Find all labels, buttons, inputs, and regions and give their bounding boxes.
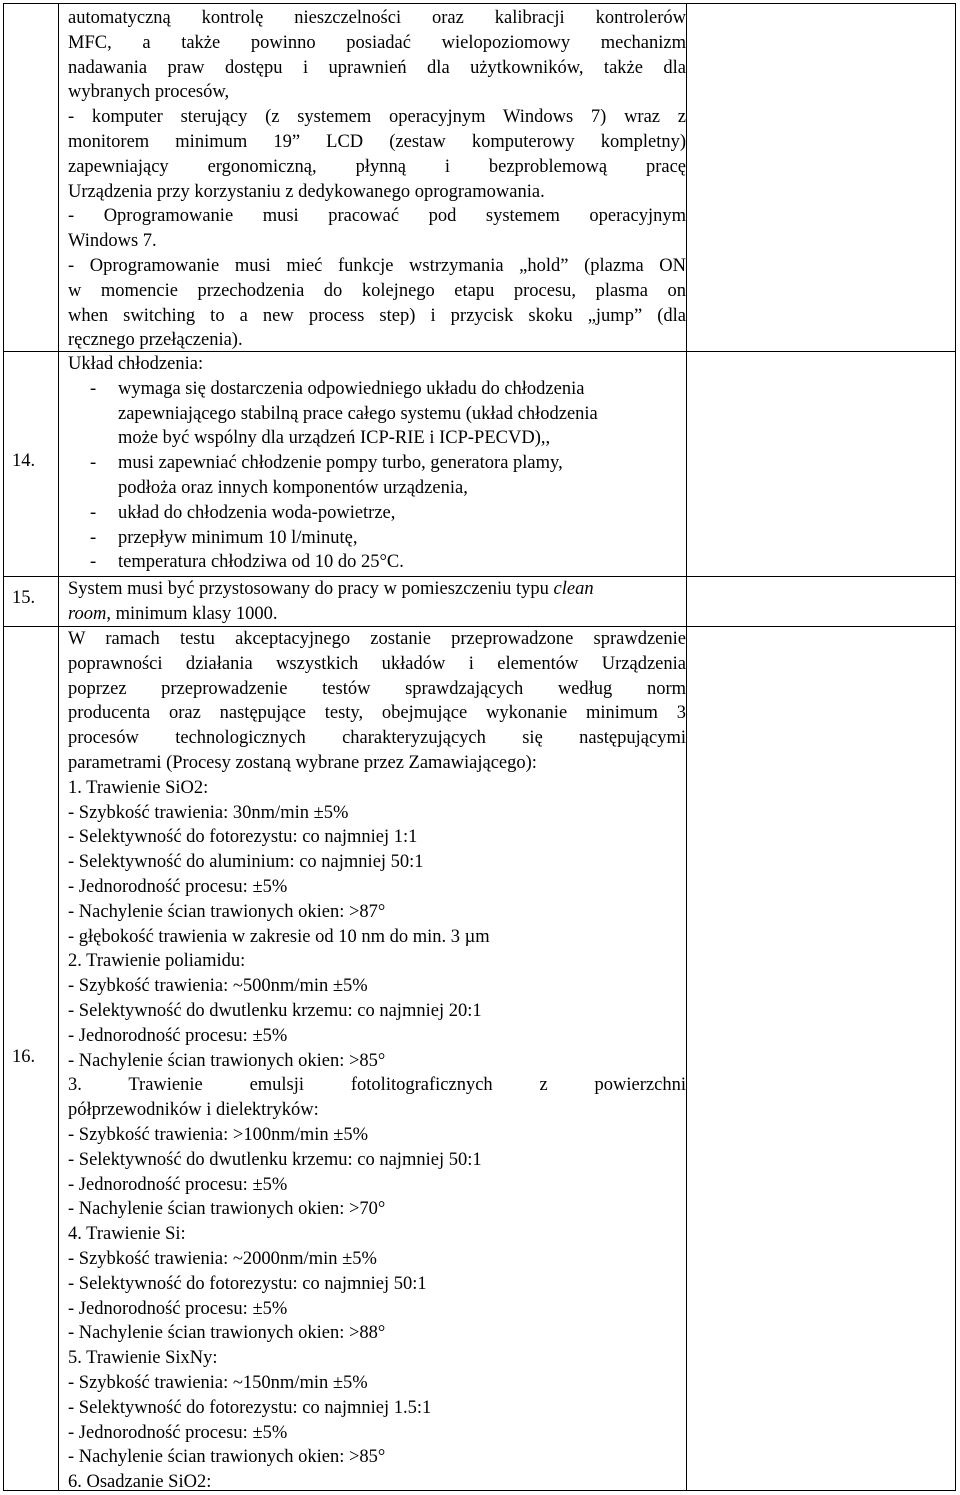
table-divider-notes <box>686 4 687 1490</box>
list-item: - wymaga się dostarczenia odpowiedniego układu do chłodzenia <box>68 377 686 402</box>
text-line: ręcznego przełączenia). <box>68 330 243 351</box>
text-line: producenta oraz następujące testy, obejmujące wykonanie minimum 3 <box>68 703 686 724</box>
text-line: - Szybkość trawienia: ~2000nm/min ±5% <box>68 1248 377 1269</box>
text-line: - Nachylenie ścian trawionych okien: >87° <box>68 901 386 922</box>
text-line: - Selektywność do dwutlenku krzemu: co najmniej 50:1 <box>68 1149 482 1170</box>
text-line: zapewniający ergonomiczną, płynną i bezproblemową pracę <box>68 156 686 177</box>
text-line: - Szybkość trawienia: >100nm/min ±5% <box>68 1124 369 1145</box>
text-line: - Selektywność do fotorezystu: co najmniej 1:1 <box>68 827 418 848</box>
list-item: - temperatura chłodziwa od 10 do 25°C. <box>68 550 686 575</box>
italic-term: room <box>68 603 107 624</box>
text-line: poprawności działania wszystkich układów i elementów Urządzenia <box>68 653 686 674</box>
text-line: 2. Trawienie poliamidu: <box>68 951 246 972</box>
text-line: when switching to a new process step) i przycisk skoku „jump” (dla <box>68 305 686 326</box>
text-line: - Szybkość trawienia: 30nm/min ±5% <box>68 802 349 823</box>
text-line: - Szybkość trawienia: ~500nm/min ±5% <box>68 976 368 997</box>
text-line: Windows 7. <box>68 231 157 252</box>
table-border-right <box>955 4 956 1490</box>
bullet-dash: - <box>90 502 97 523</box>
text-line: MFC, a także powinno posiadać wielopoziomowy mechanizm <box>68 32 686 53</box>
list-item-continuation: podłoża oraz innych komponentów urządzenia, <box>118 477 468 498</box>
row-continuation-text <box>68 6 686 353</box>
text-line: - Oprogramowanie musi pracować pod systemem operacyjnym <box>68 206 686 227</box>
text-line: - Oprogramowanie musi mieć funkcje wstrzymania „hold” (plazma ON <box>68 255 686 276</box>
text-line: 5. Trawienie SixNy: <box>68 1348 218 1369</box>
bullet-dash: - <box>90 552 97 573</box>
text-line: room, minimum klasy 1000. <box>68 603 278 624</box>
bullet-dash: - <box>90 378 97 399</box>
text-line: monitorem minimum 19” LCD (zestaw komputerowy kompletny) <box>68 131 686 152</box>
text-line: - Nachylenie ścian trawionych okien: >70° <box>68 1199 386 1220</box>
text-line: - Nachylenie ścian trawionych okien: >85° <box>68 1447 386 1468</box>
text-line: - Selektywność do aluminium: co najmniej 50:1 <box>68 852 424 873</box>
table-border-left <box>3 4 4 1490</box>
text-line: w momencie przechodzenia do kolejnego etapu procesu, plasma on <box>68 280 686 301</box>
text-line: - Szybkość trawienia: ~150nm/min ±5% <box>68 1372 368 1393</box>
text-line: automatyczną kontrolę nieszczelności oraz kalibracji kontrolerów <box>68 8 686 28</box>
text-line: - Jednorodność procesu: ±5% <box>68 1298 288 1319</box>
list-item-continuation: zapewniającego stabilną prace całego systemu (układ chłodzenia <box>118 403 598 424</box>
text-line: Urządzenia przy korzystaniu z dedykowanego oprogramowania. <box>68 181 545 202</box>
text-line: 3. Trawienie emulsji fotolitograficznych z powierzchni <box>68 1075 686 1096</box>
text-line: 6. Osadzanie SiO2: <box>68 1472 212 1493</box>
text-line: - głębokość trawienia w zakresie od 10 nm do min. 3 µm <box>68 926 490 947</box>
text-line: półprzewodników i dielektryków: <box>68 1100 319 1121</box>
text-line: wybranych procesów, <box>68 82 230 103</box>
text-line: - Selektywność do fotorezystu: co najmniej 50:1 <box>68 1273 427 1294</box>
list-item: - musi zapewniać chłodzenie pompy turbo, generatora plamy, <box>68 451 686 476</box>
text-line: - Jednorodność procesu: ±5% <box>68 1422 288 1443</box>
bullet-dash: - <box>90 527 97 548</box>
section-title: Układ chłodzenia: <box>68 354 204 374</box>
text-line: - komputer sterujący (z systemem operacyjnym Windows 7) wraz z <box>68 107 686 128</box>
text-line: 1. Trawienie SiO2: <box>68 777 209 798</box>
text-line: W ramach testu akceptacyjnego zostanie przeprowadzone sprawdzenie <box>68 629 686 649</box>
list-item: - przepływ minimum 10 l/minutę, <box>68 526 686 551</box>
text-line: - Selektywność do fotorezystu: co najmniej 1.5:1 <box>68 1397 432 1418</box>
text-line: procesów technologicznych charakteryzujących się następującymi <box>68 728 686 749</box>
text-line: - Jednorodność procesu: ±5% <box>68 876 288 897</box>
text-line: System musi być przystosowany do pracy w pomieszczeniu typu clean <box>68 579 594 599</box>
row-15-text <box>68 577 686 627</box>
bullet-dash: - <box>90 453 97 474</box>
text-line: 4. Trawienie Si: <box>68 1224 186 1245</box>
italic-term: clean <box>553 579 594 599</box>
text-line: - Nachylenie ścian trawionych okien: >88° <box>68 1323 386 1344</box>
row-number: 14. <box>12 451 36 471</box>
table-divider-num <box>58 4 59 1490</box>
list-item-continuation: może być wspólny dla urządzeń ICP-RIE i ICP-PECVD),, <box>118 428 551 449</box>
text-line: poprzez przeprowadzenie testów sprawdzających według norm <box>68 678 686 699</box>
text-line: - Nachylenie ścian trawionych okien: >85° <box>68 1050 386 1071</box>
row-number: 15. <box>12 588 36 608</box>
text-line: parametrami (Procesy zostaną wybrane przez Zamawiającego): <box>68 752 537 773</box>
text-line: - Jednorodność procesu: ±5% <box>68 1174 288 1195</box>
text-line: nadawania praw dostępu i uprawnień dla użytkowników, także dla <box>68 57 686 78</box>
list-item: - układ do chłodzenia woda-powietrze, <box>68 501 686 526</box>
row-14-text <box>68 352 686 575</box>
row-number: 16. <box>12 1047 36 1067</box>
row-16-text <box>68 627 686 1495</box>
text-line: - Selektywność do dwutlenku krzemu: co najmniej 20:1 <box>68 1000 482 1021</box>
text-line: - Jednorodność procesu: ±5% <box>68 1025 288 1046</box>
